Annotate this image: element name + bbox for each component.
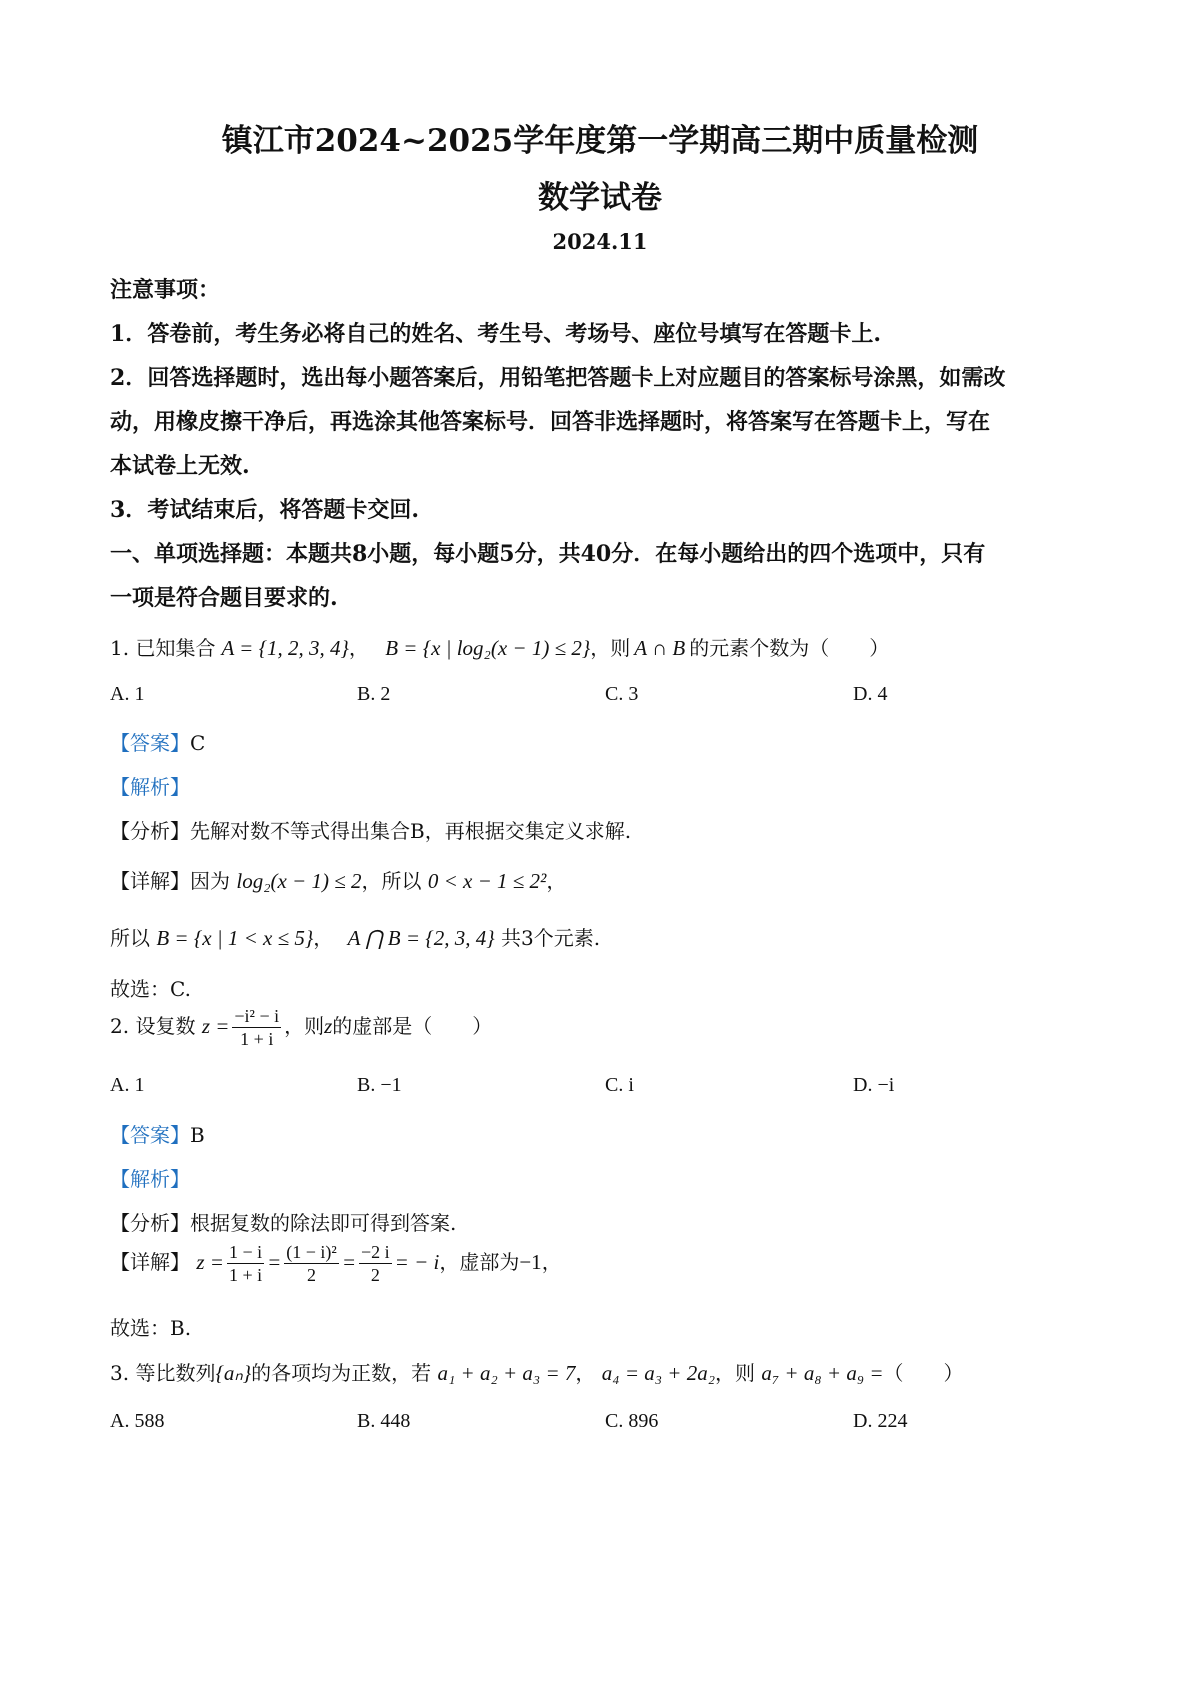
math-fraction-3: $\frac{-2 i}{2}$	[361, 1242, 390, 1285]
math-set-b: B = {x | log₂(x − 1) ≤ 2}	[385, 636, 591, 660]
question-3: 3. 等比数列{aₙ}的各项均为正数，若 a₁ + a₂ + a₃ = 7， a₄ = a₃ + 2a₂，则 a₇ + a₈ + a₉ =（ ）	[110, 1361, 964, 1385]
q1-option-a: A. 1	[110, 683, 145, 705]
q3-option-d: D. 224	[853, 1410, 908, 1432]
notes-item-2-line2: 动，用橡皮擦干净后，再选涂其他答案标号．回答非选择题时，将答案写在答题卡上，写在	[110, 409, 991, 435]
q1-fenxi: 【分析】先解对数不等式得出集合B，再根据交集定义求解.	[110, 819, 632, 843]
math-fraction-1: $\frac{1 - i}{1 + i}$	[228, 1242, 263, 1285]
math-intersection: A ∩ B	[634, 636, 686, 660]
notes-item-3: 3．考试结束后，将答题卡交回.	[110, 497, 419, 523]
exam-title: 镇江市2024~2025学年度第一学期高三期中质量检测	[221, 123, 979, 159]
q1-option-c: C. 3	[605, 683, 639, 705]
math-term-condition: a₄ = a₃ + 2a₂	[601, 1361, 716, 1385]
q2-choose: 故选：B.	[110, 1316, 192, 1340]
math-fraction-2: $\frac{\text{(1 − i)²}}{2}$	[286, 1242, 337, 1285]
exam-subtitle: 数学试卷	[538, 180, 662, 216]
q3-option-c: C. 896	[605, 1410, 659, 1432]
q3-option-b: B. 448	[357, 1410, 411, 1432]
math-target-sum: a₇ + a₈ + a₉ =	[761, 1361, 884, 1385]
q2-detail: 【详解】 z = $\frac{1 - i}{1 + i}$ = $\frac{\text{(1 − i)²}}{2}$ = $\frac{-2 i}{2}$ = − i，虚部为−1，	[110, 1242, 562, 1285]
notes-heading: 注意事项：	[110, 277, 221, 303]
question-1: 1. 已知集合 A = {1, 2, 3, 4}， B = {x | log₂(x − 1) ≤ 2}，则 A ∩ B 的元素个数为（ ）	[110, 636, 890, 660]
exam-date: 2024.11	[552, 229, 648, 254]
q1-option-b: B. 2	[357, 683, 391, 705]
notes-item-1: 1．答卷前，考生务必将自己的姓名、考生号、考场号、座位号填写在答题卡上.	[110, 321, 881, 347]
math-sum-condition: a₁ + a₂ + a₃ = 7	[437, 1361, 576, 1385]
q2-option-a: A. 1	[110, 1074, 145, 1096]
q2-fenxi: 【分析】根据复数的除法即可得到答案.	[110, 1211, 457, 1235]
question-2: 2. 设复数 z = $\frac{\text{−i² − i}}{1 + i}$ ，则z的虚部是（ ）	[110, 1006, 493, 1049]
math-sequence: {aₙ}	[215, 1361, 252, 1385]
q1-analysis-tag: 【解析】	[110, 775, 190, 799]
q2-option-d: D. −i	[853, 1074, 895, 1096]
math-set-a: A = {1, 2, 3, 4}	[221, 636, 349, 660]
math-fraction: $\frac{\text{−i² − i}}{1 + i}$	[234, 1006, 280, 1049]
q1-detail: 【详解】因为 log₂(x − 1) ≤ 2，所以 0 < x − 1 ≤ 2²，	[110, 869, 567, 893]
q1-answer: 【答案】C	[110, 731, 206, 755]
q1-option-d: D. 4	[853, 683, 888, 705]
q2-option-c: C. i	[605, 1074, 634, 1096]
q2-analysis-tag: 【解析】	[110, 1167, 190, 1191]
q1-detail-line2: 所以 B = {x | 1 < x ≤ 5}， A ⋂ B = {2, 3, 4} 共3个元素.	[110, 926, 601, 950]
q2-option-b: B. −1	[357, 1074, 402, 1096]
q3-option-a: A. 588	[110, 1410, 165, 1432]
math-range: 0 < x − 1 ≤ 2²	[427, 869, 547, 893]
q1-choose: 故选：C.	[110, 977, 191, 1001]
math-set-b-result: B = {x | 1 < x ≤ 5}	[156, 926, 314, 950]
math-log-inequality: log₂(x − 1) ≤ 2	[236, 869, 362, 893]
math-intersection-result: A ⋂ B = {2, 3, 4}	[347, 926, 495, 950]
section-1-heading-line2: 一项是符合题目要求的.	[110, 585, 338, 611]
notes-item-2: 2．回答选择题时，选出每小题答案后，用铅笔把答题卡上对应题目的答案标号涂黑，如需改	[110, 365, 1006, 391]
q2-answer: 【答案】B	[110, 1123, 205, 1147]
notes-item-2-line3: 本试卷上无效.	[110, 453, 250, 479]
section-1-heading: 一、单项选择题：本题共8小题，每小题5分，共40分．在每小题给出的四个选项中，只有	[110, 541, 986, 567]
